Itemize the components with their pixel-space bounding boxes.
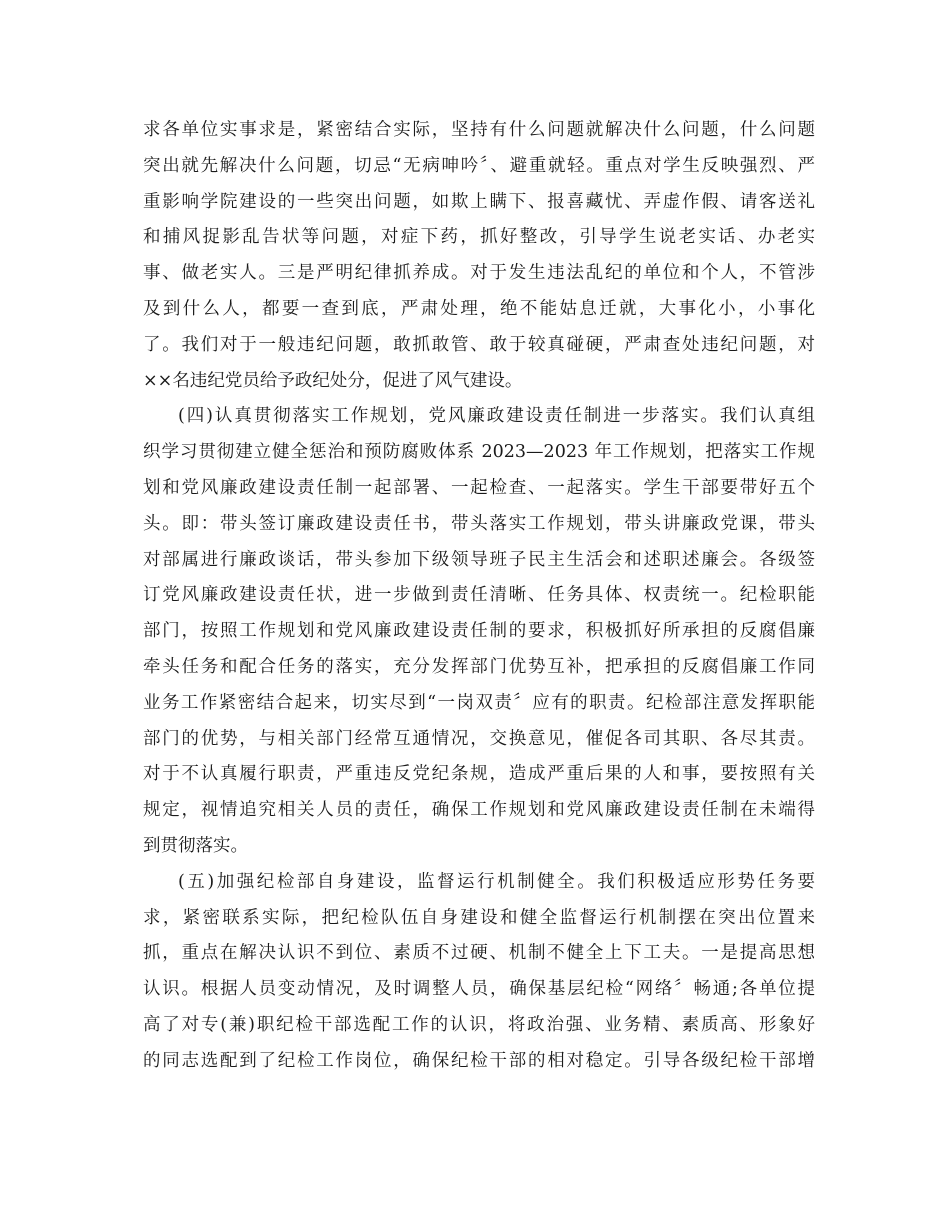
text-line: 事、做老实人。三是严明纪律抓养成。对于发生违法乱纪的单位和个人，不管涉 [143,263,815,284]
text-line: 部门的优势，与相关部门经常互通情况，交换意见，催促各司其职、各尽其责。 [143,728,815,749]
text-line: 头。即：带头签订廉政建设责任书，带头落实工作规划，带头讲廉政党课，带头 [143,513,815,534]
text-line: 业务工作紧密结合起来，切实尽到“一岗双责〞应有的职责。纪检部注意发挥职能 [143,692,815,713]
text-line: 织学习贯彻建立健全惩治和预防腐败体系 2023—2023 年工作规划，把落实工作规 [143,442,815,463]
text-line: 了。我们对于一般违纪问题，敢抓敢管、敢于较真碰硬，严肃查处违纪问题，对 [143,334,815,355]
text-line: 牵头任务和配合任务的落实，充分发挥部门优势互补，把承担的反腐倡廉工作同 [143,656,815,677]
text-line: 高了对专(兼)职纪检干部选配工作的认识，将政治强、业务精、素质高、形象好 [143,1014,815,1035]
text-line: 对部属进行廉政谈话，带头参加下级领导班子民主生活会和述职述廉会。各级签 [143,549,815,570]
text-line: 规定，视情追究相关人员的责任，确保工作规划和党风廉政建设责任制在未端得 [143,800,815,821]
text-line: 划和党风廉政建设责任制一起部署、一起检查、一起落实。学生干部要带好五个 [143,477,815,498]
paragraph-end-line: ××名违纪党员给予政纪处分，促进了风气建设。 [143,370,523,391]
paragraph-start-line: (五)加强纪检部自身建设，监督运行机制健全。我们积极适应形势任务要 [178,871,815,892]
text-line: 抓，重点在解决认识不到位、素质不过硬、机制不健全上下工夫。一是提高思想 [143,943,815,964]
text-line: 的同志选配到了纪检工作岗位，确保纪检干部的相对稳定。引导各级纪检干部增 [143,1050,815,1071]
text-line: 订党风廉政建设责任状，进一步做到责任清晰、任务具体、权责统一。纪检职能 [143,585,815,606]
text-line: 求各单位实事求是，紧密结合实际，坚持有什么问题就解决什么问题，什么问题 [143,120,815,140]
document-body [143,113,815,1080]
text-line: 突出就先解决什么问题，切忌“无病呻吟〞、避重就轻。重点对学生反映强烈、严 [143,155,815,176]
text-line: 对于不认真履行职责，严重违反党纪条规，造成严重后果的人和事，要按照有关 [143,764,815,785]
text-line: 认识。根据人员变动情况，及时调整人员，确保基层纪检“网络〞畅通;各单位提 [143,979,815,1000]
text-line: 和捕风捉影乱告状等问题，对症下药，抓好整改，引导学生说老实话、办老实 [143,227,815,248]
text-line: 部门，按照工作规划和党风廉政建设责任制的要求，积极抓好所承担的反腐倡廉 [143,621,815,642]
text-line: 及到什么人，都要一查到底，严肃处理，绝不能姑息迁就，大事化小，小事化 [143,298,815,319]
text-line: 重影响学院建设的一些突出问题，如欺上瞒下、报喜藏忧、弄虚作假、请客送礼 [143,191,815,212]
text-line: 求，紧密联系实际，把纪检队伍自身建设和健全监督运行机制摆在突出位置来 [143,907,815,928]
paragraph-start-line: (四)认真贯彻落实工作规划，党风廉政建设责任制进一步落实。我们认真组 [178,406,815,427]
paragraph-end-line: 到贯彻落实。 [143,835,248,856]
